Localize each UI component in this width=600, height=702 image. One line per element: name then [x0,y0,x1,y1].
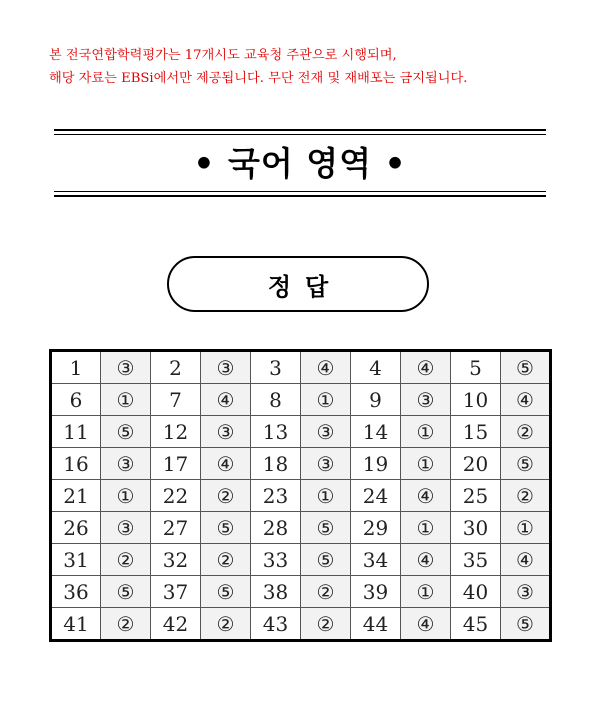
question-number: 14 [351,416,401,448]
question-number: 25 [451,480,501,512]
answer-choice: ① [401,576,451,608]
divider [54,191,546,192]
question-number: 34 [351,544,401,576]
question-number: 5 [451,351,501,384]
question-number: 18 [251,448,301,480]
question-number: 8 [251,384,301,416]
answer-table [49,349,552,642]
answer-choice: ② [101,544,151,576]
question-number: 2 [151,351,201,384]
answer-choice: ③ [301,416,351,448]
question-number: 42 [151,608,201,641]
question-number: 13 [251,416,301,448]
divider [54,129,546,131]
question-number: 17 [151,448,201,480]
question-number: 43 [251,608,301,641]
question-number: 32 [151,544,201,576]
notice-line-2: 해당 자료는 EBSi에서만 제공됩니다. 무단 전재 및 재배포는 금지됩니다. [49,71,468,86]
question-number: 27 [151,512,201,544]
table-row [51,416,551,448]
table-row [51,384,551,416]
question-number: 44 [351,608,401,641]
table-row [51,544,551,576]
question-number: 39 [351,576,401,608]
answer-choice: ④ [401,544,451,576]
question-number: 22 [151,480,201,512]
question-number: 36 [51,576,101,608]
answer-choice: ① [101,480,151,512]
answer-choice: ④ [201,384,251,416]
answer-choice: ② [301,576,351,608]
answer-choice: ① [401,512,451,544]
answer-choice: ③ [101,512,151,544]
answer-choice: ④ [401,608,451,641]
answer-choice: ③ [201,416,251,448]
answer-choice: ⑤ [301,544,351,576]
answer-choice: ① [301,384,351,416]
answer-choice: ② [201,608,251,641]
answer-choice: ⑤ [301,512,351,544]
answer-choice: ④ [501,544,551,576]
divider [54,195,546,197]
question-number: 1 [51,351,101,384]
divider [54,134,546,135]
question-number: 4 [351,351,401,384]
answer-choice: ③ [501,576,551,608]
question-number: 33 [251,544,301,576]
table-row [51,480,551,512]
answer-choice: ② [201,480,251,512]
question-number: 45 [451,608,501,641]
question-number: 19 [351,448,401,480]
answer-choice: ② [501,416,551,448]
answer-choice: ⑤ [201,576,251,608]
table-row [51,448,551,480]
answer-choice: ① [401,448,451,480]
answer-choice: ④ [201,448,251,480]
question-number: 30 [451,512,501,544]
answer-choice: ③ [401,384,451,416]
answer-choice: ② [501,480,551,512]
question-number: 40 [451,576,501,608]
answer-choice: ③ [301,448,351,480]
question-number: 16 [51,448,101,480]
answer-choice: ⑤ [101,416,151,448]
question-number: 12 [151,416,201,448]
answer-choice: ④ [501,384,551,416]
answer-choice: ④ [401,351,451,384]
question-number: 35 [451,544,501,576]
question-number: 11 [51,416,101,448]
answer-choice: ⑤ [101,576,151,608]
answer-choice: ③ [201,351,251,384]
answer-choice: ① [401,416,451,448]
question-number: 38 [251,576,301,608]
question-number: 23 [251,480,301,512]
table-row [51,608,551,641]
question-number: 29 [351,512,401,544]
notice-line-1: 본 전국연합학력평가는 17개시도 교육청 주관으로 시행되며, [49,48,397,63]
question-number: 21 [51,480,101,512]
answer-choice: ④ [401,480,451,512]
question-number: 31 [51,544,101,576]
title-bottom-rule [54,191,546,197]
answer-choice: ⑤ [201,512,251,544]
question-number: 15 [451,416,501,448]
question-number: 7 [151,384,201,416]
question-number: 37 [151,576,201,608]
answer-choice: ⑤ [501,351,551,384]
answer-choice: ⑤ [501,608,551,641]
question-number: 24 [351,480,401,512]
answer-choice: ② [101,608,151,641]
question-number: 10 [451,384,501,416]
answer-choice: ② [301,608,351,641]
table-row [51,576,551,608]
question-number: 9 [351,384,401,416]
answer-choice: ③ [101,351,151,384]
answer-key-label: 정답 [167,256,429,312]
answer-choice: ③ [101,448,151,480]
answer-choice: ① [101,384,151,416]
answer-choice: ④ [301,351,351,384]
question-number: 26 [51,512,101,544]
question-number: 28 [251,512,301,544]
answer-choice: ① [301,480,351,512]
answer-choice: ⑤ [501,448,551,480]
section-title: • 국어 영역 • [193,144,407,183]
question-number: 41 [51,608,101,641]
table-row [51,512,551,544]
question-number: 6 [51,384,101,416]
answer-choice: ① [501,512,551,544]
copyright-notice [49,44,569,90]
answer-choice: ② [201,544,251,576]
title-top-rule [54,129,546,135]
table-row [51,351,551,384]
question-number: 3 [251,351,301,384]
question-number: 20 [451,448,501,480]
